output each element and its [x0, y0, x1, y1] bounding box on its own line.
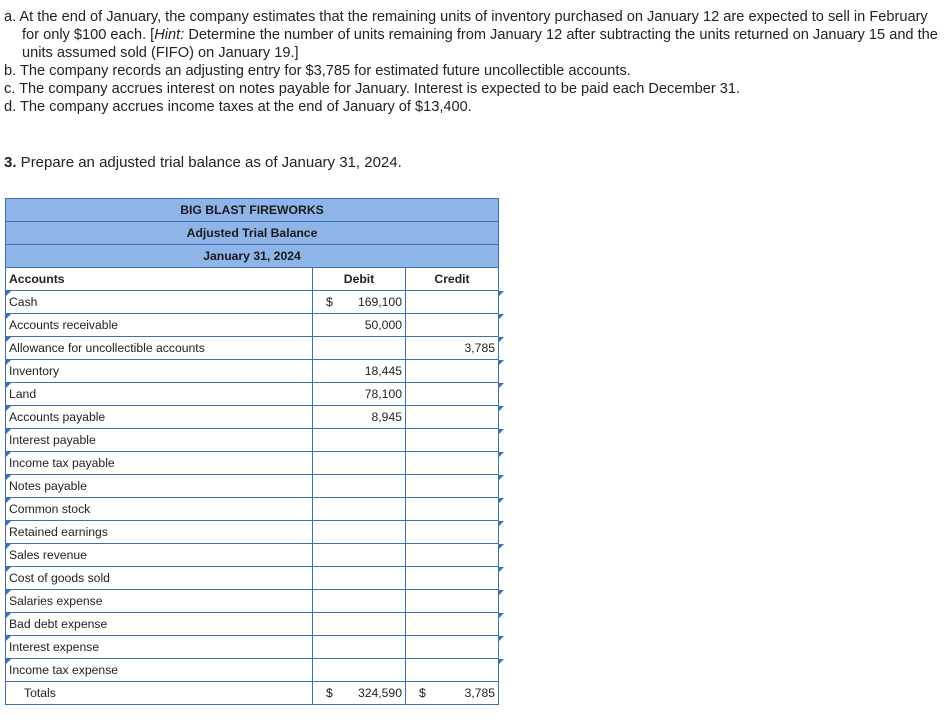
totals-debit-value: 324,590: [357, 686, 402, 700]
account-name-input[interactable]: [6, 291, 313, 314]
input-marker-icon: [499, 337, 504, 342]
instruction-a-suffix: Determine the number of units remaining from January 12 after subtracting the units returned on January 15 and the units assumed sold (FIFO) on January 19.]: [22, 27, 938, 61]
input-marker-icon: [499, 406, 504, 411]
table-row: [6, 452, 499, 475]
credit-input[interactable]: [406, 567, 499, 590]
account-name-input[interactable]: [6, 429, 313, 452]
credit-input[interactable]: [406, 314, 499, 337]
account-rows: [6, 291, 499, 682]
totals-debit-cell: [313, 682, 406, 705]
account-name-input[interactable]: [6, 636, 313, 659]
input-marker-icon: [499, 383, 504, 388]
input-marker-icon: [6, 659, 11, 664]
debit-input[interactable]: [313, 406, 406, 429]
input-marker-icon: [499, 452, 504, 457]
input-marker-icon: [499, 314, 504, 319]
input-marker-icon: [6, 498, 11, 503]
input-marker-icon: [499, 521, 504, 526]
table-row: [6, 429, 499, 452]
instructions: [4, 8, 944, 116]
instruction-c: c. The company accrues interest on notes payable for January. Interest is expected to be paid each December 31.: [4, 81, 741, 97]
totals-credit-value: 3,785: [464, 686, 495, 700]
table-row: [6, 406, 499, 429]
input-marker-icon: [6, 314, 11, 319]
input-marker-icon: [6, 544, 11, 549]
credit-input[interactable]: [406, 636, 499, 659]
table-row: [6, 567, 499, 590]
credit-input[interactable]: [406, 475, 499, 498]
account-name-input[interactable]: [6, 314, 313, 337]
input-marker-icon: [499, 636, 504, 641]
debit-input[interactable]: [313, 452, 406, 475]
account-name: Accounts payable: [9, 410, 106, 424]
account-name-input[interactable]: [6, 567, 313, 590]
account-name: Income tax expense: [9, 663, 119, 677]
account-name: Interest payable: [9, 433, 96, 447]
input-marker-icon: [6, 452, 11, 457]
totals-row: [6, 682, 499, 705]
debit-input[interactable]: [313, 567, 406, 590]
input-marker-icon: [499, 498, 504, 503]
account-name-input[interactable]: [6, 590, 313, 613]
input-marker-icon: [6, 360, 11, 365]
account-name-input[interactable]: [6, 452, 313, 475]
input-marker-icon: [499, 590, 504, 595]
statement-date: January 31, 2024: [6, 245, 499, 268]
account-name-input[interactable]: [6, 613, 313, 636]
account-name-input[interactable]: [6, 659, 313, 682]
debit-value: 50,000: [364, 318, 402, 332]
totals-label: Totals: [6, 682, 313, 705]
credit-input[interactable]: [406, 544, 499, 567]
credit-input[interactable]: [406, 590, 499, 613]
question-3: [4, 154, 402, 171]
adjusted-trial-balance-table: [5, 198, 499, 705]
account-name: Common stock: [9, 502, 91, 516]
account-name: Income tax payable: [9, 456, 115, 470]
account-name: Allowance for uncollectible accounts: [9, 341, 205, 355]
instruction-a: [4, 8, 944, 62]
credit-input[interactable]: [406, 521, 499, 544]
debit-symbol: $: [326, 295, 333, 309]
debit-input[interactable]: [313, 636, 406, 659]
account-name-input[interactable]: [6, 406, 313, 429]
table-row: [6, 360, 499, 383]
debit-input[interactable]: [313, 383, 406, 406]
debit-input[interactable]: [313, 659, 406, 682]
credit-input[interactable]: [406, 291, 499, 314]
input-marker-icon: [499, 360, 504, 365]
instruction-b: b. The company records an adjusting entry for $3,785 for estimated future uncollectible accounts.: [4, 63, 631, 79]
debit-column-header: Debit: [313, 268, 406, 291]
table-row: [6, 498, 499, 521]
table-row: [6, 337, 499, 360]
account-name-input[interactable]: [6, 383, 313, 406]
table-row: [6, 636, 499, 659]
input-marker-icon: [6, 636, 11, 641]
account-name: Salaries expense: [9, 594, 103, 608]
debit-value: 169,100: [357, 295, 402, 309]
account-name: Retained earnings: [9, 525, 108, 539]
input-marker-icon: [6, 567, 11, 572]
input-marker-icon: [499, 475, 504, 480]
question-text: Prepare an adjusted trial balance as of January 31, 2024.: [16, 154, 402, 171]
table-row: [6, 383, 499, 406]
debit-input[interactable]: [313, 314, 406, 337]
debit-input[interactable]: [313, 521, 406, 544]
account-name: Notes payable: [9, 479, 87, 493]
table-row: [6, 544, 499, 567]
input-marker-icon: [6, 291, 11, 296]
debit-input[interactable]: [313, 544, 406, 567]
input-marker-icon: [499, 429, 504, 434]
table-row: [6, 590, 499, 613]
credit-input[interactable]: [406, 659, 499, 682]
input-marker-icon: [6, 590, 11, 595]
credit-value: 3,785: [464, 341, 495, 355]
account-name: Accounts receivable: [9, 318, 119, 332]
debit-value: 18,445: [364, 364, 402, 378]
credit-input[interactable]: [406, 383, 499, 406]
table-row: [6, 314, 499, 337]
table-row: [6, 291, 499, 314]
account-name: Cost of goods sold: [9, 571, 110, 585]
input-marker-icon: [6, 613, 11, 618]
input-marker-icon: [6, 429, 11, 434]
debit-input[interactable]: [313, 360, 406, 383]
company-name: BIG BLAST FIREWORKS: [6, 199, 499, 222]
totals-debit-symbol: $: [326, 686, 333, 700]
statement-title: Adjusted Trial Balance: [6, 222, 499, 245]
question-number: 3.: [4, 154, 17, 171]
credit-input[interactable]: [406, 452, 499, 475]
debit-value: 8,945: [371, 410, 402, 424]
table-row: [6, 521, 499, 544]
input-marker-icon: [499, 567, 504, 572]
debit-input[interactable]: [313, 475, 406, 498]
account-name: Inventory: [9, 364, 60, 378]
account-name-input[interactable]: [6, 360, 313, 383]
accounts-column-header: Accounts: [6, 268, 313, 291]
account-name-input[interactable]: [6, 544, 313, 567]
input-marker-icon: [6, 337, 11, 342]
credit-input[interactable]: [406, 429, 499, 452]
account-name: Bad debt expense: [9, 617, 108, 631]
debit-input[interactable]: [313, 337, 406, 360]
input-marker-icon: [6, 475, 11, 480]
instruction-d: d. The company accrues income taxes at the end of January of $13,400.: [4, 99, 472, 115]
debit-input[interactable]: [313, 291, 406, 314]
account-name: Sales revenue: [9, 548, 87, 562]
input-marker-icon: [6, 521, 11, 526]
account-name: Cash: [9, 295, 38, 309]
debit-input[interactable]: [313, 590, 406, 613]
totals-credit-cell: [406, 682, 499, 705]
credit-column-header: Credit: [406, 268, 499, 291]
totals-credit-symbol: $: [419, 686, 426, 700]
account-name-input[interactable]: [6, 498, 313, 521]
account-name: Interest expense: [9, 640, 100, 654]
credit-input[interactable]: [406, 360, 499, 383]
debit-input[interactable]: [313, 498, 406, 521]
account-name-input[interactable]: [6, 337, 313, 360]
input-marker-icon: [499, 544, 504, 549]
input-marker-icon: [499, 613, 504, 618]
credit-input[interactable]: [406, 613, 499, 636]
instruction-a-prefix: a. At the end of January, the company estimates that the remaining units of inventory purchased on January 12 are expected to sell in February for only $100 each. [: [4, 9, 928, 43]
hint-label: Hint:: [154, 27, 185, 43]
credit-input[interactable]: [406, 498, 499, 521]
input-marker-icon: [6, 406, 11, 411]
input-marker-icon: [499, 659, 504, 664]
input-marker-icon: [499, 291, 504, 296]
debit-value: 78,100: [364, 387, 402, 401]
account-name-input[interactable]: [6, 475, 313, 498]
credit-input[interactable]: [406, 337, 499, 360]
debit-input[interactable]: [313, 613, 406, 636]
account-name-input[interactable]: [6, 521, 313, 544]
table-row: [6, 659, 499, 682]
table-row: [6, 613, 499, 636]
debit-input[interactable]: [313, 429, 406, 452]
table-row: [6, 475, 499, 498]
account-name: Land: [9, 387, 37, 401]
credit-input[interactable]: [406, 406, 499, 429]
input-marker-icon: [6, 383, 11, 388]
